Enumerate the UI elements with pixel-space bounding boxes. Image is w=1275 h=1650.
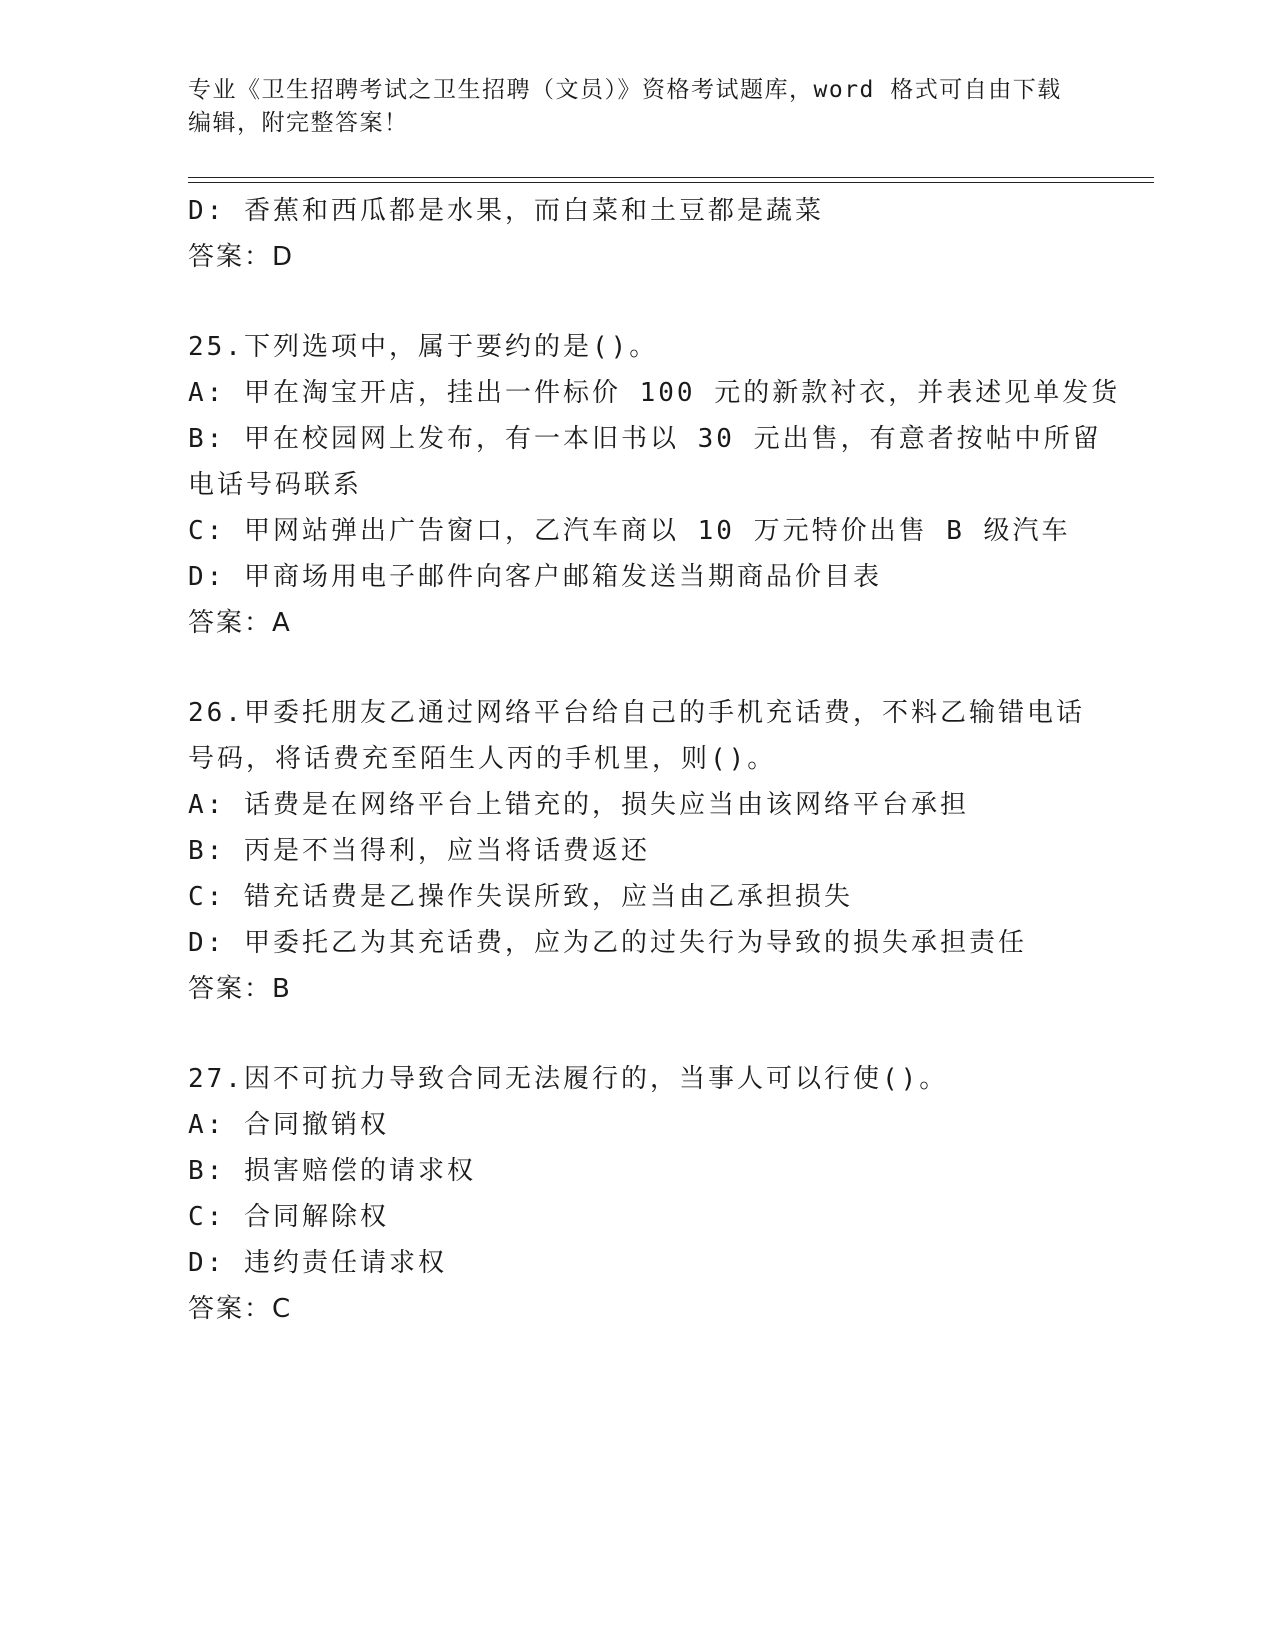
question-27 [188, 1056, 1088, 1332]
option-b: B: 甲在校园网上发布，有一本旧书以 30 元出售，有意者按帖中所留 [188, 424, 1102, 454]
question-26 [188, 690, 1088, 1012]
page-header [188, 74, 1088, 140]
option-a: A: 合同撤销权 [188, 1110, 389, 1140]
option-d: D: 香蕉和西瓜都是水果，而白菜和土豆都是蔬菜 [188, 196, 824, 226]
question-list [188, 188, 1121, 1332]
option-b: B: 损害赔偿的请求权 [188, 1156, 476, 1186]
option-b: B: 丙是不当得利，应当将话费返还 [188, 836, 650, 866]
answer: 答案：C [188, 1294, 293, 1324]
question-text: 25.下列选项中，属于要约的是()。 [188, 332, 659, 362]
question-text: 27.因不可抗力导致合同无法履行的，当事人可以行使()。 [188, 1064, 949, 1094]
question-text-continued: 号码，将话费充至陌生人丙的手机里，则()。 [188, 744, 777, 774]
spacer [188, 280, 1088, 324]
option-a: A: 话费是在网络平台上错充的，损失应当由该网络平台承担 [188, 790, 969, 820]
option-a: A: 甲在淘宝开店，挂出一件标价 100 元的新款衬衣，并表述见单发货 [188, 378, 1121, 408]
option-c: C: 合同解除权 [188, 1202, 389, 1232]
option-d: D: 甲委托乙为其充话费，应为乙的过失行为导致的损失承担责任 [188, 928, 1027, 958]
option-c: C: 甲网站弹出广告窗口，乙汽车商以 10 万元特价出售 B 级汽车 [188, 516, 1071, 546]
question-text: 26.甲委托朋友乙通过网络平台给自己的手机充话费，不料乙输错电话 [188, 698, 1085, 728]
question-25 [188, 324, 1121, 646]
spacer [188, 646, 1088, 690]
question-24-tail [188, 188, 1088, 280]
answer: 答案：A [188, 608, 292, 638]
header-line-1: 专业《卫生招聘考试之卫生招聘（文员）》资格考试题库，word 格式可自由下载 [188, 77, 1062, 103]
option-c: C: 错充话费是乙操作失误所致，应当由乙承担损失 [188, 882, 853, 912]
header-divider-top [188, 177, 1154, 178]
header-line-2: 编辑，附完整答案！ [188, 110, 409, 136]
header-divider-bottom [188, 182, 1154, 183]
option-b-continued: 电话号码联系 [188, 470, 363, 500]
answer: 答案：D [188, 242, 295, 272]
option-d: D: 违约责任请求权 [188, 1248, 447, 1278]
answer: 答案：B [188, 974, 292, 1004]
option-d: D: 甲商场用电子邮件向客户邮箱发送当期商品价目表 [188, 562, 882, 592]
spacer [188, 1012, 1088, 1056]
